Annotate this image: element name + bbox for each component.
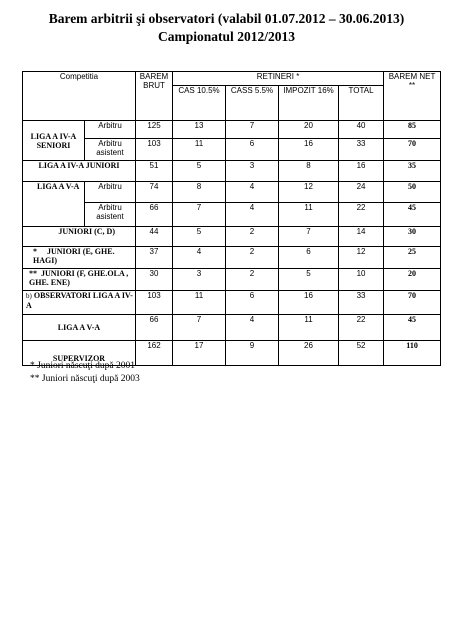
row-label: SUPERVIZOR	[23, 341, 136, 366]
header-impozit: IMPOZIT 16%	[279, 86, 339, 121]
cell-cas: 11	[173, 139, 226, 161]
cell-impozit: 8	[279, 161, 339, 182]
row-label: * JUNIORI (E, GHE. HAGI)	[23, 247, 136, 269]
header-barem-net: BAREM NET **	[384, 72, 441, 121]
row-prefix: b)	[26, 292, 32, 300]
cell-total: 22	[339, 203, 384, 227]
cell-cas: 3	[173, 269, 226, 291]
cell-cas: 4	[173, 247, 226, 269]
header-total: TOTAL	[339, 86, 384, 121]
row-role: Arbitru	[85, 121, 136, 139]
cell-total: 12	[339, 247, 384, 269]
footnote-1: * Juniori născuţi după 2001	[30, 361, 136, 371]
table-row	[23, 291, 441, 315]
cell-impozit: 26	[279, 341, 339, 366]
cell-brut: 66	[136, 203, 173, 227]
table-row	[23, 247, 441, 269]
cell-brut: 74	[136, 182, 173, 203]
cell-total: 10	[339, 269, 384, 291]
header-cas: CAS 10.5%	[173, 86, 226, 121]
table-row	[23, 139, 441, 161]
cell-cas: 7	[173, 315, 226, 341]
cell-cass: 6	[226, 291, 279, 315]
cell-cas: 5	[173, 227, 226, 247]
cell-brut: 103	[136, 139, 173, 161]
cell-total: 16	[339, 161, 384, 182]
cell-net: 70	[384, 139, 441, 161]
cell-cass: 4	[226, 315, 279, 341]
row-label: LIGA A IV-A JUNIORI	[23, 161, 136, 182]
cell-brut: 44	[136, 227, 173, 247]
row-role: Arbitru asistent	[85, 203, 136, 227]
table-row	[23, 227, 441, 247]
cell-brut: 103	[136, 291, 173, 315]
cell-cass: 4	[226, 182, 279, 203]
cell-total: 40	[339, 121, 384, 139]
cell-cas: 8	[173, 182, 226, 203]
cell-total: 24	[339, 182, 384, 203]
table-row	[23, 182, 441, 203]
table-row	[23, 203, 441, 227]
cell-brut: 125	[136, 121, 173, 139]
cell-cass: 3	[226, 161, 279, 182]
row-group-label: LIGA A IV-A SENIORI	[23, 121, 85, 161]
cell-cas: 11	[173, 291, 226, 315]
table-row	[23, 121, 441, 139]
cell-brut: 30	[136, 269, 173, 291]
cell-impozit: 16	[279, 139, 339, 161]
cell-cas: 17	[173, 341, 226, 366]
page-title: Barem arbitrii şi observatori (valabil 01.07.2012 – 30.06.2013)	[48, 11, 405, 26]
cell-total: 22	[339, 315, 384, 341]
row-role: Arbitru	[85, 182, 136, 203]
cell-impozit: 5	[279, 269, 339, 291]
row-label: JUNIORI (C, D)	[23, 227, 136, 247]
cell-impozit: 20	[279, 121, 339, 139]
header-competitia: Competitia	[23, 72, 136, 121]
row-label-text: OBSERVATORI LIGA A IV-A	[26, 291, 133, 310]
cell-net: 20	[384, 269, 441, 291]
cell-impozit: 11	[279, 203, 339, 227]
barem-table	[22, 71, 441, 366]
cell-impozit: 6	[279, 247, 339, 269]
cell-total: 33	[339, 291, 384, 315]
cell-net: 110	[384, 341, 441, 366]
cell-total: 14	[339, 227, 384, 247]
cell-total: 33	[339, 139, 384, 161]
table-row	[23, 161, 441, 182]
cell-cas: 5	[173, 161, 226, 182]
table-row	[23, 315, 441, 341]
cell-brut: 66	[136, 315, 173, 341]
page-subtitle: Campionatul 2012/2013	[158, 29, 295, 44]
table-header-row	[23, 72, 441, 86]
cell-net: 25	[384, 247, 441, 269]
cell-cass: 4	[226, 203, 279, 227]
row-role: Arbitru asistent	[85, 139, 136, 161]
cell-impozit: 12	[279, 182, 339, 203]
cell-net: 45	[384, 203, 441, 227]
cell-total: 52	[339, 341, 384, 366]
table-row	[23, 269, 441, 291]
cell-net: 35	[384, 161, 441, 182]
cell-brut: 37	[136, 247, 173, 269]
cell-net: 50	[384, 182, 441, 203]
footnote-2: ** Juniori născuţi după 2003	[30, 374, 140, 384]
cell-net: 70	[384, 291, 441, 315]
row-label	[23, 291, 136, 315]
cell-cass: 9	[226, 341, 279, 366]
row-label: ** JUNIORI (F, GHE.OLA , GHE. ENE)	[23, 269, 136, 291]
cell-cass: 7	[226, 121, 279, 139]
header-barem-brut: BAREM BRUT	[136, 72, 173, 121]
cell-brut: 51	[136, 161, 173, 182]
cell-brut: 162	[136, 341, 173, 366]
row-group-label: LIGA A V-A	[23, 182, 85, 227]
cell-impozit: 11	[279, 315, 339, 341]
cell-cass: 6	[226, 139, 279, 161]
cell-impozit: 7	[279, 227, 339, 247]
cell-cass: 2	[226, 247, 279, 269]
cell-cass: 2	[226, 227, 279, 247]
header-retineri: RETINERI *	[173, 72, 384, 86]
cell-net: 30	[384, 227, 441, 247]
cell-cas: 13	[173, 121, 226, 139]
cell-cas: 7	[173, 203, 226, 227]
row-label: LIGA A V-A	[23, 315, 136, 341]
cell-cass: 2	[226, 269, 279, 291]
cell-net: 45	[384, 315, 441, 341]
header-cass: CASS 5.5%	[226, 86, 279, 121]
cell-net: 85	[384, 121, 441, 139]
cell-impozit: 16	[279, 291, 339, 315]
